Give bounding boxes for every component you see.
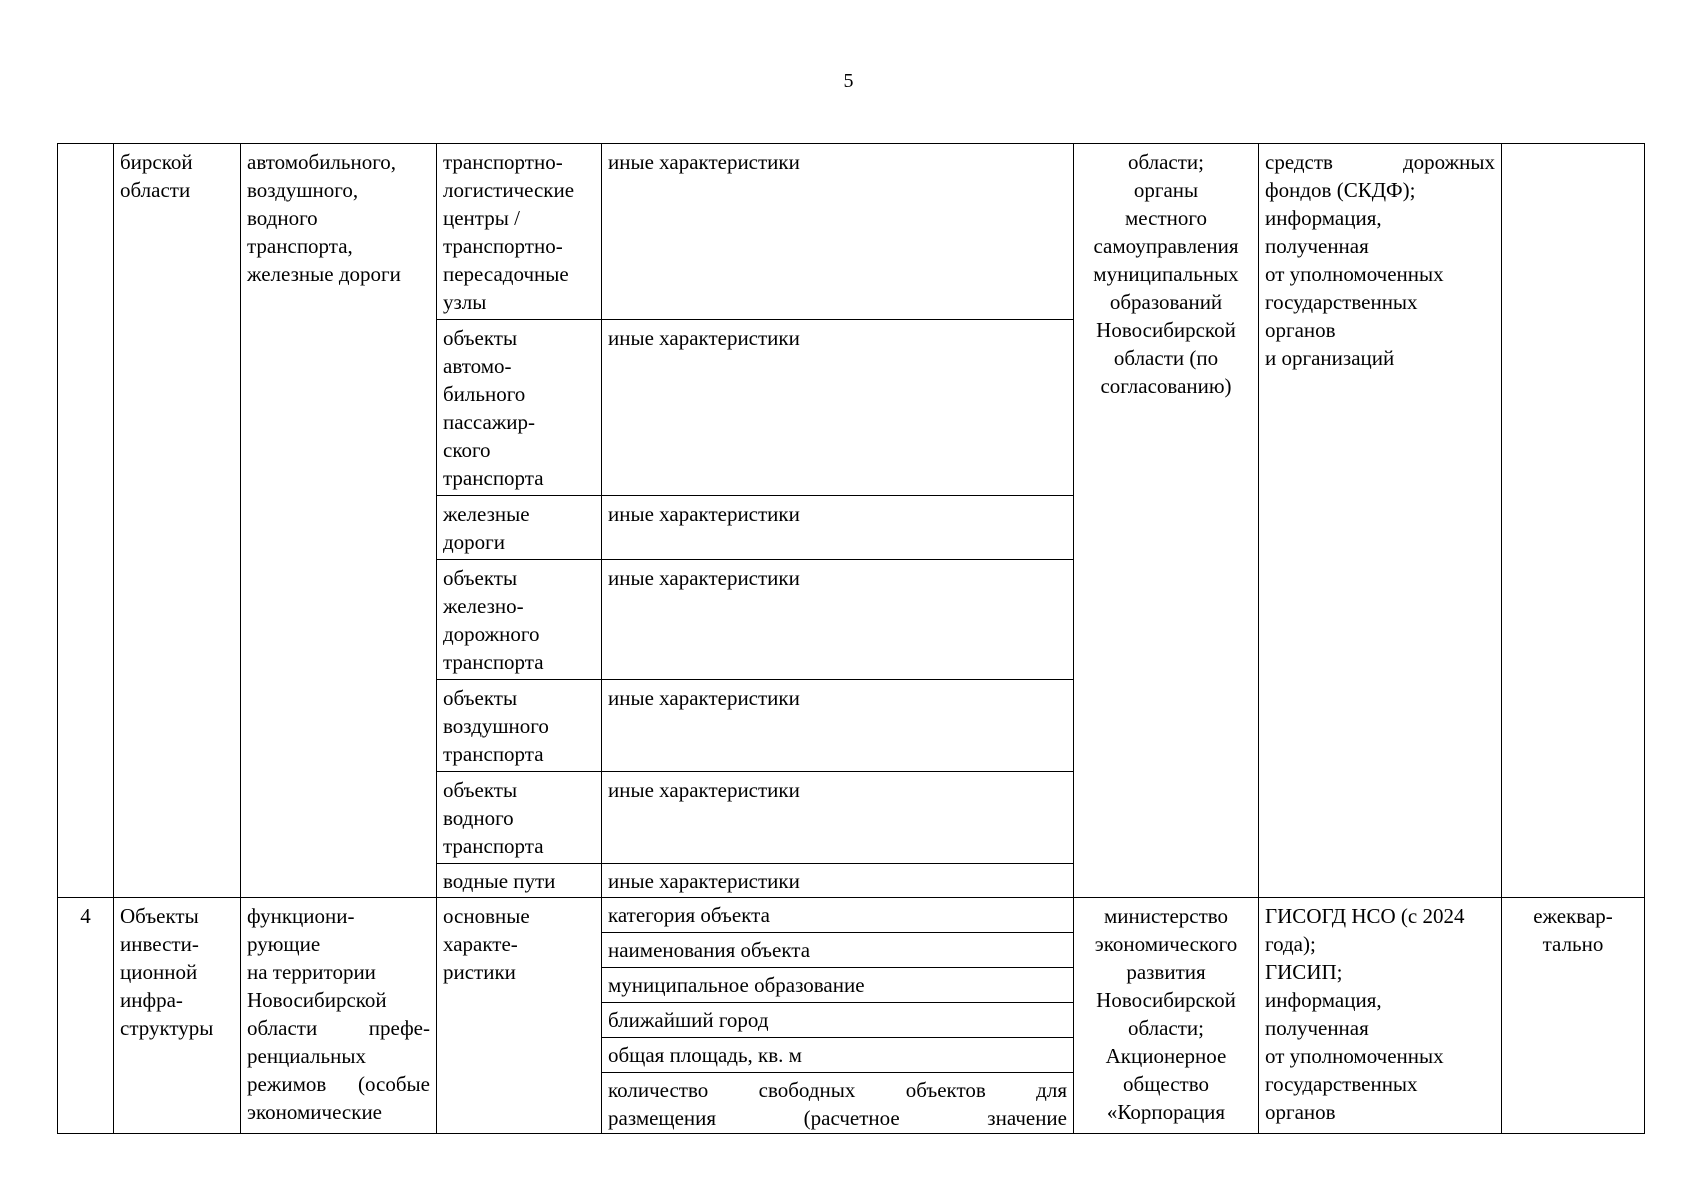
cell-source bbox=[1259, 144, 1502, 898]
cell-period bbox=[1502, 144, 1645, 898]
cell-region: бирской области bbox=[114, 144, 241, 898]
cell-object-type: железные дороги bbox=[437, 496, 602, 560]
source-rest: фондов (СКДФ); информация, полученная от уполномоченных государственных органов и организаций bbox=[1265, 178, 1444, 370]
cell-characteristic bbox=[602, 1073, 1074, 1134]
char-line: размещения (расчетное значение bbox=[608, 1106, 1067, 1130]
cell-description bbox=[241, 898, 437, 1134]
desc-justified-line: режимов (особые bbox=[247, 1072, 430, 1096]
cell-responsible: министерство экономического развития Новосибирской области; Акционерное общество «Корпорация bbox=[1074, 898, 1259, 1134]
page-number: 5 bbox=[843, 70, 854, 92]
cell-characteristic-group: основные характе- ристики bbox=[437, 898, 602, 1134]
cell-characteristic: общая площадь, кв. м bbox=[602, 1038, 1074, 1073]
cell-object-type: объекты воздушного транспорта bbox=[437, 680, 602, 772]
cell-category-name: Объекты инвести- ционной инфра- структуры bbox=[114, 898, 241, 1134]
cell-characteristic: муниципальное образование bbox=[602, 968, 1074, 1003]
cell-characteristic: иные характеристики bbox=[602, 496, 1074, 560]
cell-object-type: объекты водного транспорта bbox=[437, 772, 602, 864]
source-first-line: средств дорожных bbox=[1265, 150, 1495, 174]
cell-period: ежеквар- тально bbox=[1502, 898, 1645, 1134]
table-row bbox=[58, 898, 1645, 933]
desc-line: ренциальных bbox=[247, 1044, 366, 1068]
cell-source: ГИСОГД НСО (с 2024 года); ГИСИП; информация, полученная от уполномоченных государственных органов bbox=[1259, 898, 1502, 1134]
cell-characteristic: наименования объекта bbox=[602, 933, 1074, 968]
cell-description: автомобильного, воздушного, водного транспорта, железные дороги bbox=[241, 144, 437, 898]
cell-characteristic: иные характеристики bbox=[602, 680, 1074, 772]
cell-object-type: водные пути bbox=[437, 864, 602, 898]
cell-characteristic: иные характеристики bbox=[602, 772, 1074, 864]
cell-characteristic: иные характеристики bbox=[602, 320, 1074, 496]
table-row bbox=[58, 144, 1645, 320]
cell-object-type: объекты автомо- бильного пассажир- ского транспорта bbox=[437, 320, 602, 496]
data-table bbox=[57, 143, 1645, 1134]
cell-characteristic: иные характеристики bbox=[602, 144, 1074, 320]
cell-characteristic: категория объекта bbox=[602, 898, 1074, 933]
desc-justified-line: области префе- bbox=[247, 1016, 430, 1040]
cell-object-type: объекты железно- дорожного транспорта bbox=[437, 560, 602, 680]
cell-number bbox=[58, 144, 114, 898]
cell-object-type: транспортно- логистические центры / транспортно- пересадочные узлы bbox=[437, 144, 602, 320]
cell-responsible: области; органы местного самоуправления муниципальных образований Новосибирской области (по согласованию) bbox=[1074, 144, 1259, 898]
cell-characteristic: ближайший город bbox=[602, 1003, 1074, 1038]
desc-line: экономические bbox=[247, 1100, 383, 1124]
desc-lines: функциони- рующие на территории Новосибирской bbox=[247, 904, 387, 1012]
cell-characteristic: иные характеристики bbox=[602, 864, 1074, 898]
char-line: количество свободных объектов для bbox=[608, 1078, 1067, 1102]
cell-characteristic: иные характеристики bbox=[602, 560, 1074, 680]
cell-number: 4 bbox=[58, 898, 114, 1134]
